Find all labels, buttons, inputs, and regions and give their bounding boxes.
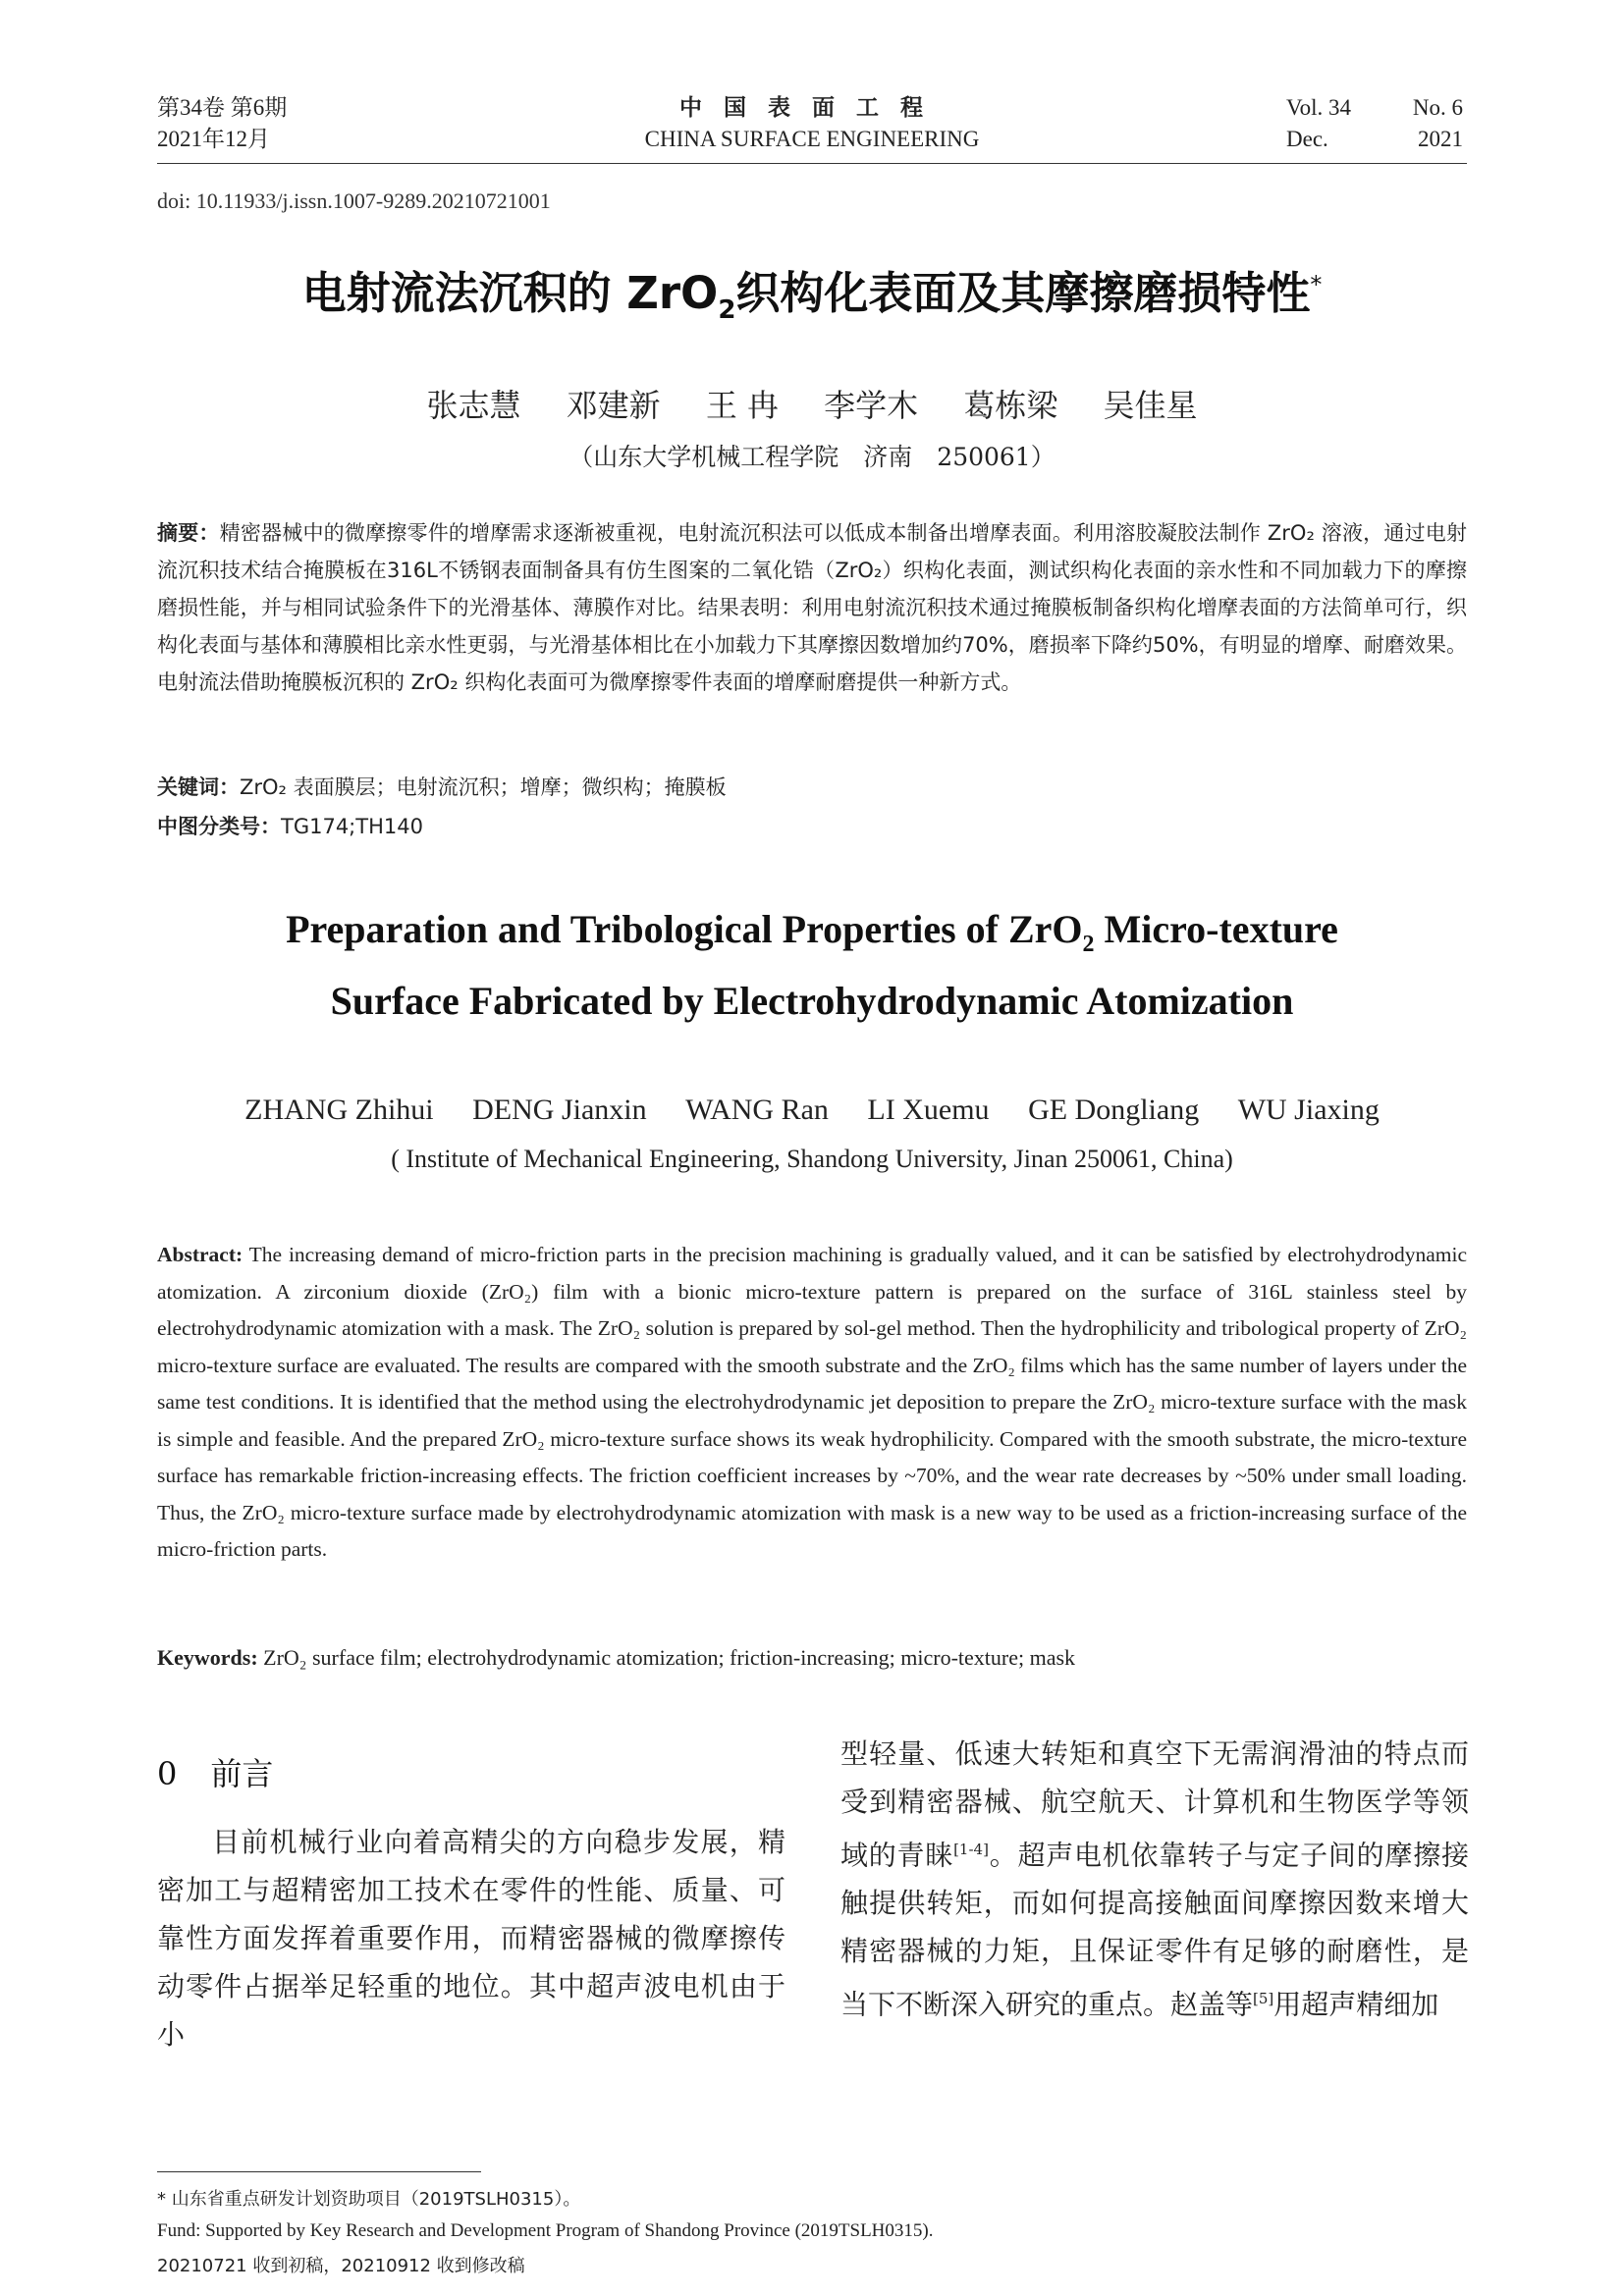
author-en: GE Dongliang (1028, 1094, 1200, 1126)
author-cn: 王 冉 (705, 387, 779, 424)
citation-ref[interactable]: [1-4] (953, 1841, 989, 1858)
issue-info (157, 92, 287, 155)
title-cn (157, 257, 1467, 325)
abstract-en (157, 1237, 1467, 1569)
number-label: No. 6 (1412, 95, 1463, 120)
title-footnote-mark: * (1310, 271, 1323, 298)
issue-info-en (1286, 92, 1463, 155)
title-en-line1 (157, 901, 1467, 973)
author-en: WU Jiaxing (1237, 1094, 1380, 1126)
author-cn: 张志慧 (426, 387, 521, 424)
volume-label: Vol. 34 (1286, 95, 1352, 120)
classification-cn-label: 中图分类号： (157, 815, 281, 838)
author-cn: 吴佳星 (1103, 387, 1198, 424)
author-cn: 葛栋梁 (963, 387, 1058, 424)
title-en (157, 901, 1467, 1030)
abstract-cn-label: 摘要： (157, 521, 220, 545)
classification-cn-text: TG174;TH140 (281, 815, 423, 838)
section-title: 前言 (210, 1755, 274, 1792)
title-cn-post: 织构化表面及其摩擦磨损特性 (735, 267, 1311, 319)
abstract-en-label: Abstract: (157, 1243, 244, 1266)
body-column-right (840, 1730, 1469, 2029)
keywords-en-label: Keywords: (157, 1645, 258, 1670)
keywords-cn-text: ZrO₂ 表面膜层；电射流沉积；增摩；微织构；掩膜板 (240, 775, 727, 799)
author-en: LI Xuemu (867, 1094, 990, 1126)
affiliation-en: ( Institute of Mechanical Engineering, Shandong University, Jinan 250061, China) (391, 1145, 1233, 1173)
classification-cn (157, 811, 1467, 840)
year-label: 2021 (1418, 127, 1463, 151)
citation-ref[interactable]: [5] (1253, 1990, 1274, 2008)
journal-name-cn: 中国表面工程 (679, 95, 945, 120)
footnote-fund-cn: * 山东省重点研发计划资助项目（2019TSLH0315）。 (157, 2189, 581, 2210)
authors-cn (157, 381, 1467, 426)
footnote-dates: 20210721 收到初稿，20210912 收到修改稿 (157, 2256, 525, 2276)
issue-volume-cn: 第34卷 第6期 (157, 95, 288, 120)
authors-en (157, 1094, 1467, 1127)
keywords-cn-label: 关键词： (157, 775, 240, 799)
abstract-cn-text: 精密器械中的微摩擦零件的增摩需求逐渐被重视，电射流沉积法可以低成本制备出增摩表面。利用溶胶凝胶法制作 ZrO₂ 溶液，通过电射流沉积技术结合掩膜板在316L不锈钢表面制备具有仿生图案的二氧化锆（ZrO₂）织构化表面，测试织构化表面的亲水性和不同加载力下的摩擦磨损性能，并与相同试验条件下的光滑基体、薄膜作对比。结果表明：利用电射流沉积技术通过掩膜板制备织构化增摩表面的方法简单可行，织构化表面与基体和薄膜相比亲水性更弱，与光滑基体相比在小加载力下其摩擦因数增加约70%，磨损率下降约50%，有明显的增摩、耐磨效果。电射流法借助掩膜板沉积的 ZrO₂ 织构化表面可为微摩擦零件表面的增摩耐磨提供一种新方式。 (157, 521, 1467, 694)
title-en-line1-pre: Preparation and Tribological Properties of ZrO (286, 907, 1083, 951)
title-cn-sub: 2 (718, 295, 736, 325)
doi[interactable]: doi: 10.11933/j.issn.1007-9289.20210721001 (157, 188, 551, 213)
title-cn-pre: 电射流法沉积的 ZrO (301, 267, 719, 319)
footnote-fund-en: Fund: Supported by Key Research and Development Program of Shandong Province (2019TSLH0315). (157, 2220, 934, 2241)
month-label: Dec. (1286, 127, 1328, 151)
issue-date-cn: 2021年12月 (157, 127, 270, 151)
author-en: DENG Jianxin (472, 1094, 647, 1126)
journal-name-en: CHINA SURFACE ENGINEERING (644, 127, 980, 151)
abstract-en-text: The increasing demand of micro-friction parts in the precision machining is gradually valued, and it can be satisfied by electrohydrodynamic atomization. A zirconium dioxide (ZrO₂) film with a bionic micro-texture pattern is prepared on the surface of 316L stainless steel by electrohydrodynamic atomization with a mask. The ZrO₂ solution is prepared by sol-gel method. Then the hydrophilicity and tribological property of ZrO₂ micro-texture surface are evaluated. The results are compared with the smooth substrate and the ZrO₂ films which has the same number of layers under the same test conditions. It is identified that the method using the electrohydrodynamic jet deposition to prepare the ZrO₂ micro-texture surface with the mask is simple and feasible. And the prepared ZrO₂ micro-texture surface shows its weak hydrophilicity. Compared with the smooth substrate, the micro-texture surface has remarkable friction-increasing effects. The friction coefficient increases by ~70%, and the wear rate decreases by ~50% under small loading. Thus, the ZrO₂ micro-texture surface made by electrohydrodynamic atomization with mask is a new way to be used as a friction-increasing surface of the micro-friction parts. (157, 1243, 1467, 1561)
footnote-rule (157, 2171, 481, 2172)
body-right-part2: 。超声电机依靠转子与定子间的摩擦接触提供转矩，而如何提高接触面间摩擦因数来增大精密器械的力矩，且保证零件有足够的耐磨性，是当下不断深入研究的重点。赵盖等 (840, 1839, 1469, 2021)
body-right-part3: 用超声精细加 (1273, 1988, 1439, 2021)
keywords-en (157, 1645, 1467, 1671)
body-column-left: 目前机械行业向着高精尖的方向稳步发展，精密加工与超精密加工技术在零件的性能、质量、可靠性方面发挥着重要作用，而精密器械的微摩擦传动零件占据举足轻重的地位。其中超声波电机由于小 (157, 1826, 785, 2051)
author-en: ZHANG Zhihui (244, 1094, 434, 1126)
keywords-en-text: ZrO₂ surface film; electrohydrodynamic atomization; friction-increasing; micro-texture; mask (263, 1645, 1076, 1670)
author-cn: 邓建新 (566, 387, 661, 424)
body-right-part1: 型轻量、低速大转矩和真空下无需润滑油的特点而受到精密器械、航空航天、计算机和生物医学等领域的青睐 (840, 1737, 1469, 1872)
affiliation-cn: （山东大学机械工程学院 济南 250061） (568, 443, 1056, 471)
author-cn: 李学木 (824, 387, 919, 424)
title-en-line1-post: Micro-texture (1094, 907, 1338, 951)
abstract-cn (157, 514, 1467, 701)
author-en: WANG Ran (685, 1094, 829, 1126)
header-rule (157, 163, 1467, 164)
section-heading (157, 1749, 273, 1794)
section-number: 0 (157, 1755, 178, 1792)
journal-name (589, 92, 1035, 155)
title-en-line2: Surface Fabricated by Electrohydrodynamic Atomization (330, 979, 1294, 1023)
keywords-cn (157, 772, 1467, 801)
title-en-sub: 2 (1082, 932, 1095, 957)
